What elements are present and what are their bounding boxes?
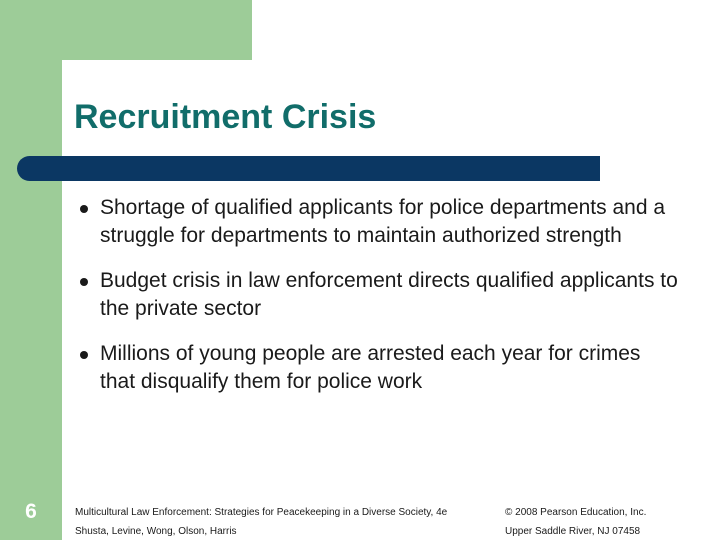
top-green-band — [0, 0, 252, 60]
bullet-dot-icon — [80, 351, 88, 359]
bullet-list — [78, 194, 678, 413]
bullet-dot-icon — [80, 278, 88, 286]
bullet-text: Shortage of qualified applicants for police departments and a struggle for departments to maintain authorized strength — [100, 196, 666, 247]
bullet-dot-icon — [80, 205, 88, 213]
slide-title: Recruitment Crisis — [74, 98, 377, 136]
footer-book-title: Multicultural Law Enforcement: Strategies for Peacekeeping in a Diverse Society, 4e — [75, 507, 448, 518]
footer-publisher-location: Upper Saddle River, NJ 07458 — [505, 526, 641, 537]
title-underline-bar — [17, 156, 600, 181]
left-green-band — [0, 0, 62, 540]
footer-copyright: © 2008 Pearson Education, Inc. — [505, 507, 647, 518]
bullet-item — [78, 340, 678, 396]
bullet-item — [78, 267, 678, 323]
slide-number: 6 — [25, 500, 37, 523]
footer-authors: Shusta, Levine, Wong, Olson, Harris — [75, 526, 237, 537]
bullet-text: Millions of young people are arrested each year for crimes that disqualify them for police work — [100, 342, 641, 393]
bullet-text: Budget crisis in law enforcement directs qualified applicants to the private sector — [100, 269, 678, 320]
bullet-item — [78, 194, 678, 250]
